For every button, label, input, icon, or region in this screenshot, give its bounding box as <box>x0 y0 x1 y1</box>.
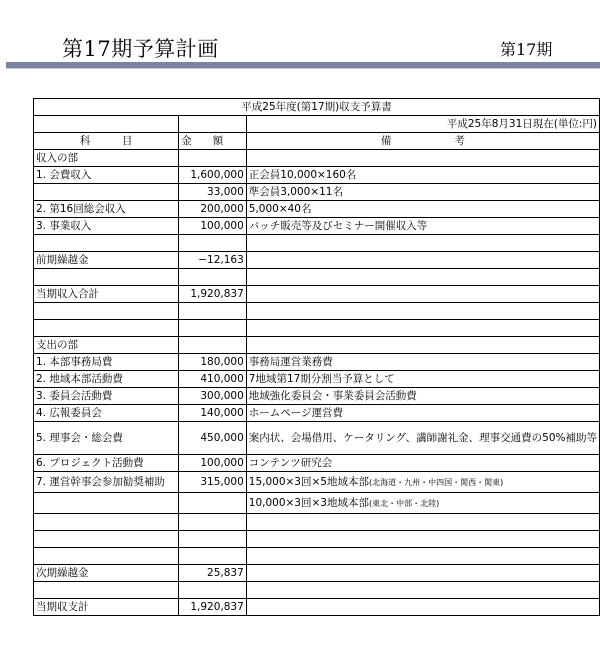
expense-section-row <box>34 337 600 354</box>
empty-row <box>34 235 600 252</box>
column-header-row <box>34 133 600 150</box>
empty-row <box>34 548 600 565</box>
table-row: 3. 事業収入 100,000 バッチ販売等及びセミナー開催収入等 <box>34 218 600 235</box>
header-item: 科 目 <box>34 133 179 150</box>
table-row: 1. 本部事務局費 180,000 事務局運営業務費 <box>34 354 600 371</box>
empty-row <box>34 320 600 337</box>
empty-row <box>34 582 600 599</box>
date-row <box>34 116 600 133</box>
income-section-label: 収入の部 <box>34 150 179 167</box>
table-row: 1. 会費収入 1,600,000 正会員10,000×160名 <box>34 167 600 184</box>
table-row: 2. 第16回総会収入 200,000 5,000×40名 <box>34 201 600 218</box>
grand-total-row: 当期収支計 1,920,837 <box>34 599 600 616</box>
budget-table <box>33 98 600 616</box>
header-divider-line <box>6 68 600 69</box>
table-row: 5. 理事会・総会費 450,000 案内状、会場借用、ケータリング、講師謝礼金、理事交通費の50%補助等 <box>34 422 600 455</box>
empty-row <box>34 531 600 548</box>
income-section-row <box>34 150 600 167</box>
table-row: 4. 広報委員会 140,000 ホームページ運営費 <box>34 405 600 422</box>
carryover-row: 前期繰越金 −12,163 <box>34 252 600 269</box>
empty-row <box>34 303 600 320</box>
date-note: 平成25年8月31日現在(単位:円) <box>246 116 599 133</box>
empty-row <box>34 514 600 531</box>
header-amount: 金 額 <box>179 133 247 150</box>
table-title: 平成25年度(第17期)収支予算書 <box>34 99 600 116</box>
period-label: 第17期 <box>500 40 553 59</box>
table-row: 10,000×3回×3地域本部(東北・中部・北陸) <box>34 493 600 514</box>
table-row: 2. 地域本部活動費 410,000 7地域第17期分割当予算として <box>34 371 600 388</box>
empty-row <box>34 269 600 286</box>
header-note: 備 考 <box>246 133 599 150</box>
table-row: 3. 委員会活動費 300,000 地域強化委員会・事業委員会活動費 <box>34 388 600 405</box>
expense-section-label: 支出の部 <box>34 337 179 354</box>
income-total-row: 当期収入合計 1,920,837 <box>34 286 600 303</box>
table-row: 6. プロジェクト活動費 100,000 コンテンツ研究会 <box>34 455 600 472</box>
table-title-row <box>34 99 600 116</box>
page-title: 第17期予算計画 <box>62 37 219 61</box>
table-row: 33,000 準会員3,000×11名 <box>34 184 600 201</box>
next-carryover-row: 次期繰越金 25,837 <box>34 565 600 582</box>
table-row: 7. 運営幹事会参加勧奨補助 315,000 15,000×3回×5地域本部(北海道・九州・中四国・関西・関東) <box>34 472 600 493</box>
